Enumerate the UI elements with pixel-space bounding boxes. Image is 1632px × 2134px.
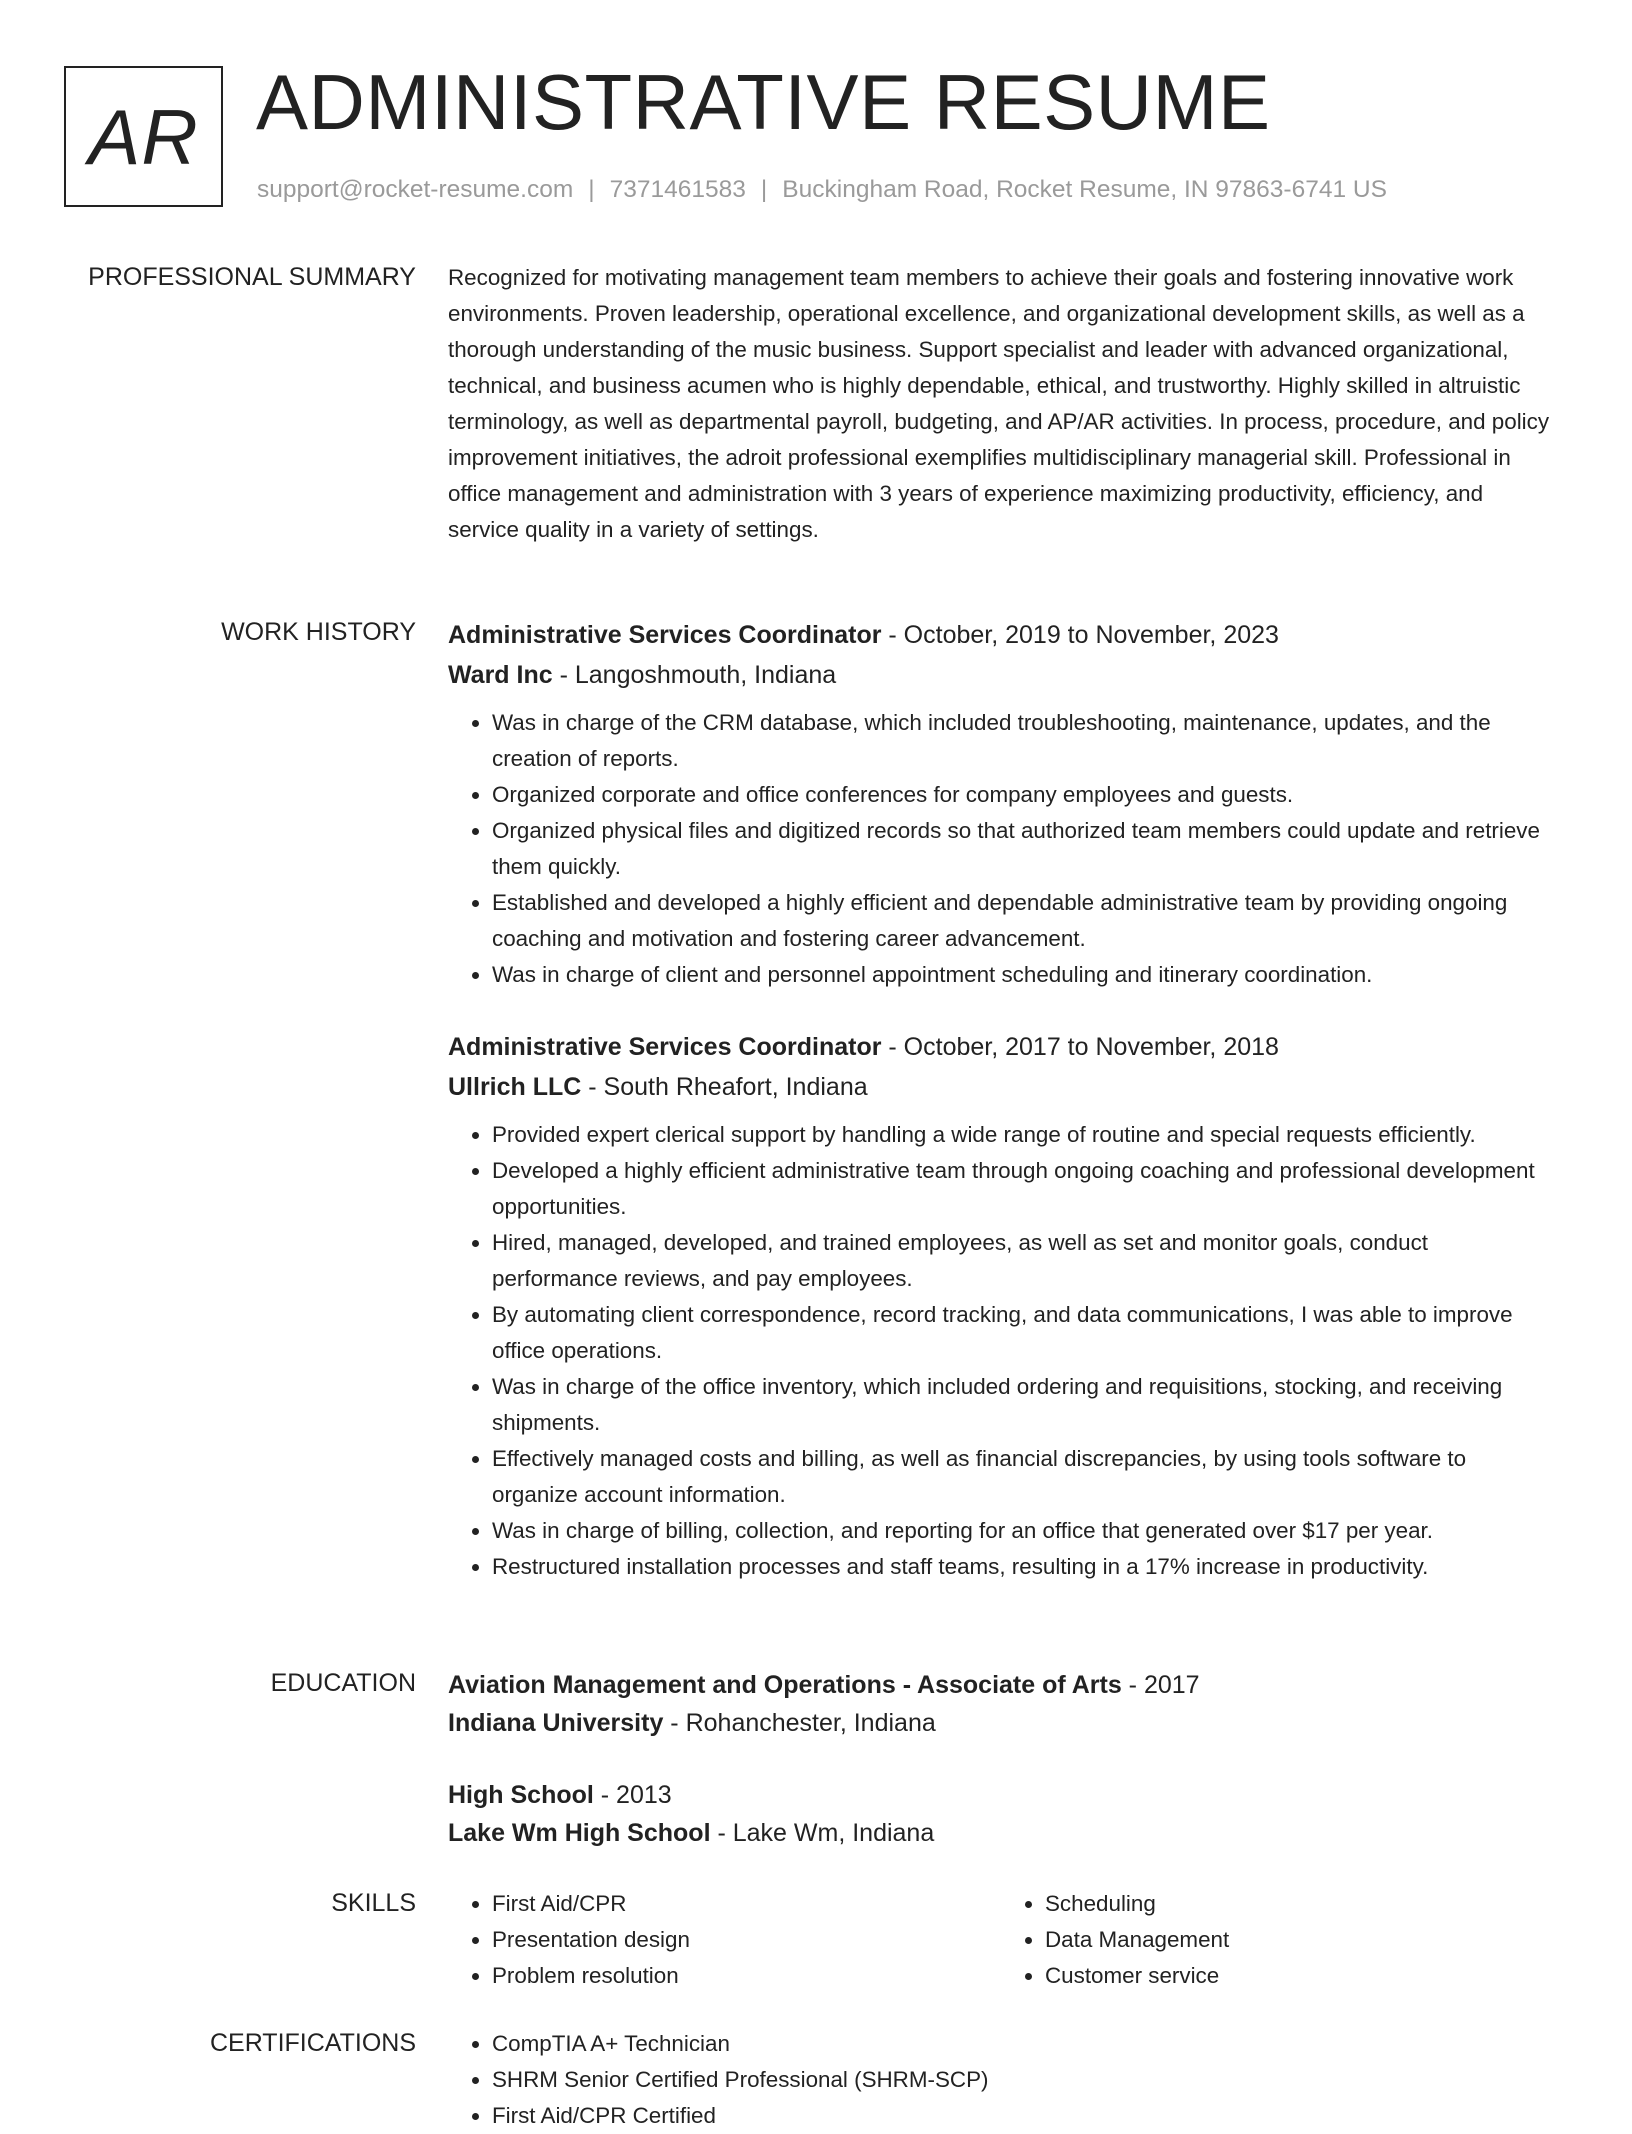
work-history-heading: WORK HISTORY <box>221 618 416 646</box>
certification-item: • First Aid/CPR Certified <box>492 2098 1554 2134</box>
job-company-line <box>448 655 1554 695</box>
education-school-line <box>448 1814 1554 1852</box>
job-entry <box>448 1027 1554 1585</box>
job-bullet: • By automating client correspondence, record tracking, and data communications, I was able to improve office operations. <box>492 1297 1554 1369</box>
education-school-line <box>448 1704 1554 1742</box>
skills-column-right <box>1001 1886 1554 1994</box>
job-bullet: • Hired, managed, developed, and trained employees, as well as set and monitor goals, conduct performance reviews, and pay employees. <box>492 1225 1554 1297</box>
certifications-body <box>448 2026 1554 2134</box>
job-bullet: • Was in charge of the CRM database, which included troubleshooting, maintenance, updates, and the creation of reports. <box>492 705 1554 777</box>
monogram-initials: AR <box>88 92 199 181</box>
education-degree-line <box>448 1776 1554 1814</box>
job-company: Ward Inc <box>448 661 553 689</box>
job-company: Ullrich LLC <box>448 1073 582 1101</box>
job-bullet: • Organized corporate and office conferences for company employees and guests. <box>492 777 1554 813</box>
job-dates: - October, 2019 to November, 2023 <box>881 621 1279 649</box>
contact-email: support@rocket-resume.com <box>257 176 574 203</box>
skill-item: • First Aid/CPR <box>492 1886 1001 1922</box>
job-bullet: • Developed a highly efficient administrative team through ongoing coaching and professional development opportunities. <box>492 1153 1554 1225</box>
education-degree: High School <box>448 1781 594 1809</box>
certification-item: • SHRM Senior Certified Professional (SHRM-SCP) <box>492 2062 1554 2098</box>
skill-item: • Customer service <box>1045 1958 1554 1994</box>
contact-line <box>257 174 1387 206</box>
contact-address: Buckingham Road, Rocket Resume, IN 97863-6741 US <box>782 176 1387 203</box>
job-bullets <box>448 1117 1554 1585</box>
contact-separator: | <box>588 176 595 203</box>
contact-separator: | <box>760 176 768 203</box>
job-bullet: • Effectively managed costs and billing, as well as financial discrepancies, by using tools software to organize account information. <box>492 1441 1554 1513</box>
job-bullet: • Established and developed a highly efficient and dependable administrative team by providing ongoing coaching and motivation and fostering career advancement. <box>492 885 1554 957</box>
resume-title: ADMINISTRATIVE RESUME <box>256 58 1271 146</box>
education-school: Indiana University <box>448 1709 664 1737</box>
education-location: - Lake Wm, Indiana <box>710 1819 935 1847</box>
skills-heading: SKILLS <box>331 1889 416 1917</box>
job-bullet: • Organized physical files and digitized records so that authorized team members could update and retrieve them quickly. <box>492 813 1554 885</box>
skills-column-left <box>448 1886 1001 1994</box>
education-body <box>448 1666 1554 1852</box>
summary-body <box>448 260 1554 548</box>
skill-item: • Problem resolution <box>492 1958 1001 1994</box>
education-school: Lake Wm High School <box>448 1819 711 1847</box>
job-location: - South Rheafort, Indiana <box>581 1073 868 1101</box>
skills-grid <box>448 1886 1554 1994</box>
job-bullet: • Was in charge of client and personnel appointment scheduling and itinerary coordination. <box>492 957 1554 993</box>
job-location: - Langoshmouth, Indiana <box>552 661 837 689</box>
skills-body <box>448 1886 1554 1994</box>
job-bullets <box>448 705 1554 993</box>
work-history-body <box>448 615 1554 1585</box>
education-location: - Rohanchester, Indiana <box>663 1709 936 1737</box>
job-bullet: • Restructured installation processes and staff teams, resulting in a 17% increase in productivity. <box>492 1549 1554 1585</box>
education-degree-line <box>448 1666 1554 1704</box>
certification-item: • CompTIA A+ Technician <box>492 2026 1554 2062</box>
certifications-heading: CERTIFICATIONS <box>209 2029 416 2057</box>
job-title: Administrative Services Coordinator <box>448 621 882 649</box>
job-title-line <box>448 615 1554 655</box>
education-year: - 2017 <box>1121 1671 1200 1699</box>
job-bullet: • Was in charge of the office inventory, which included ordering and requisitions, stocking, and receiving shipments. <box>492 1369 1554 1441</box>
job-dates: - October, 2017 to November, 2018 <box>881 1033 1279 1061</box>
skill-item: • Data Management <box>1045 1922 1554 1958</box>
education-entry <box>448 1776 1554 1852</box>
education-year: - 2013 <box>593 1781 672 1809</box>
skill-item: • Scheduling <box>1045 1886 1554 1922</box>
job-title-line <box>448 1027 1554 1067</box>
skill-item: • Presentation design <box>492 1922 1001 1958</box>
contact-phone: 7371461583 <box>609 176 746 203</box>
job-bullet: • Was in charge of billing, collection, and reporting for an office that generated over $17 per year. <box>492 1513 1554 1549</box>
summary-text: Recognized for motivating management team members to achieve their goals and fostering innovative work environments. Proven leadership, operational excellence, and organizational development skills, as well as a thorough understanding of the music business. Support specialist and leader with advanced organizational, technical, and business acumen who is highly dependable, ethical, and trustworthy. Highly skilled in altruistic terminology, as well as departmental payroll, budgeting, and AP/AR activities. In process, procedure, and policy improvement initiatives, the adroit professional exemplifies multidisciplinary managerial skill. Professional in office management and administration with 3 years of experience maximizing productivity, efficiency, and service quality in a variety of settings. <box>448 265 1550 542</box>
education-degree: Aviation Management and Operations - Associate of Arts <box>448 1671 1122 1699</box>
education-entry <box>448 1666 1554 1742</box>
job-company-line <box>448 1067 1554 1107</box>
job-title: Administrative Services Coordinator <box>448 1033 882 1061</box>
summary-heading: PROFESSIONAL SUMMARY <box>88 263 416 291</box>
certifications-list <box>448 2026 1554 2134</box>
education-heading: EDUCATION <box>270 1669 416 1697</box>
job-entry <box>448 615 1554 993</box>
monogram-box <box>64 66 223 207</box>
job-bullet: • Provided expert clerical support by handling a wide range of routine and special requests efficiently. <box>492 1117 1554 1153</box>
